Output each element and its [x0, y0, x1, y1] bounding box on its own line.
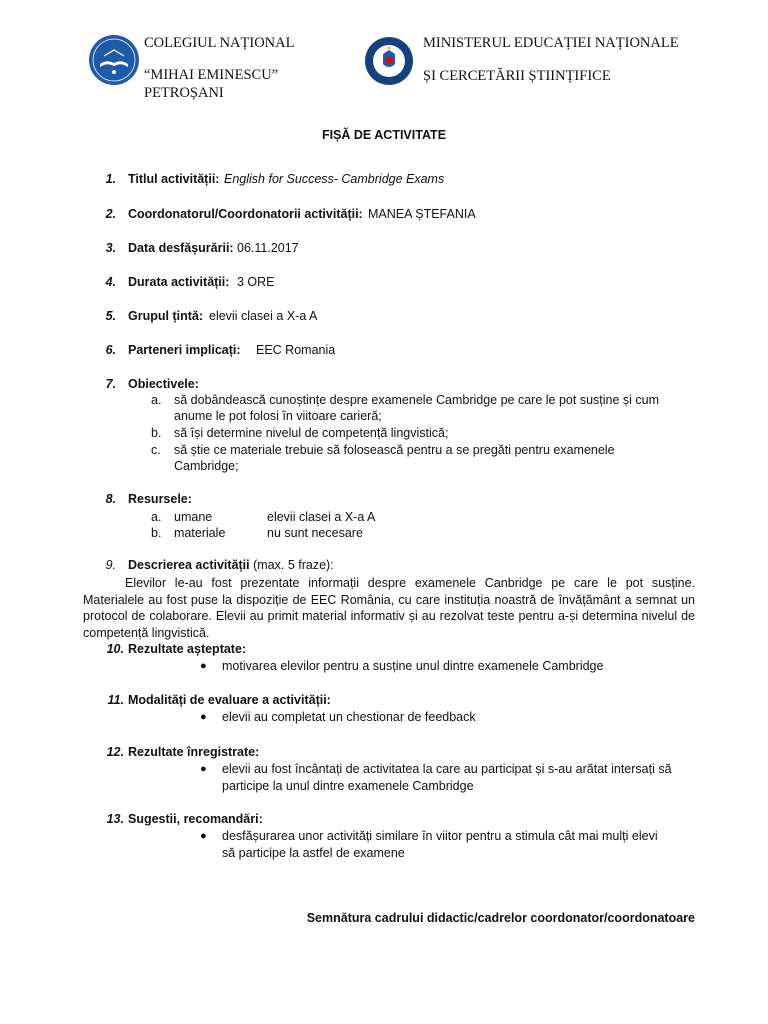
section-11-bullet-icon: ● — [200, 711, 207, 723]
section-7-number: 7. — [105, 377, 116, 391]
section-2-value: MANEA ȘTEFANIA — [368, 207, 476, 221]
section-1-label: Titlul activității: — [128, 172, 220, 186]
objective-c-line2: Cambridge; — [174, 459, 239, 473]
section-1-value: English for Success- Cambridge Exams — [224, 172, 445, 186]
section-9-note: (max. 5 fraze): — [253, 558, 334, 572]
resource-b-name: materiale — [174, 526, 226, 540]
college-name-line1: COLEGIUL NAȚIONAL — [144, 35, 295, 51]
section-9-label: Descrierea activității — [128, 558, 250, 572]
section-7-label: Obiectivele: — [128, 377, 199, 391]
resource-a-name: umane — [174, 510, 213, 524]
section-12-bullet-icon: ● — [200, 763, 207, 775]
section-6-number: 6. — [105, 343, 116, 357]
section-1-number: 1. — [105, 172, 116, 186]
section-3-value: 06.11.2017 — [237, 241, 299, 255]
college-name-line2: “MIHAI EMINESCU” — [144, 67, 279, 83]
section-11-bullet-text: elevii au completat un chestionar de feedback — [222, 710, 476, 724]
section-3-number: 3. — [105, 241, 116, 255]
college-name-line3: PETROȘANI — [144, 85, 224, 101]
section-9-label-wrap — [128, 558, 334, 572]
section-6-value: EEC Romania — [256, 343, 336, 357]
section-13-bullet-icon: ● — [200, 830, 207, 842]
section-11-label: Modalități de evaluare a activității: — [128, 693, 331, 707]
section-12-bullet-line1: elevii au fost încântați de activitatea la care au participat și s-au arătat intersați să — [222, 762, 672, 776]
section-2-label: Coordonatorul/Coordonatorii activității: — [128, 207, 363, 221]
section-9-number: 9. — [105, 558, 116, 572]
objective-c-line1: să știe ce materiale trebuie să folosească pentru a se pregăti pentru examenele — [174, 443, 615, 457]
signature-line: Semnătura cadrului didactic/cadrelor coordonator/coordonatoare — [306, 911, 695, 925]
college-seal — [88, 34, 140, 86]
resource-b-value: nu sunt necesare — [267, 526, 363, 540]
section-11-number: 11. — [107, 693, 124, 707]
resource-a-letter: a. — [151, 510, 162, 524]
section-13-number: 13. — [106, 812, 124, 826]
section-5-label: Grupul țintă: — [128, 309, 203, 323]
objective-b-line1: să își determine nivelul de competență lingvistică; — [174, 426, 449, 440]
section-10-label: Rezultate așteptate: — [128, 642, 247, 656]
section-6-label: Parteneri implicați: — [128, 343, 241, 357]
objective-b-letter: b. — [151, 426, 162, 440]
section-13-label: Sugestii, recomandări: — [128, 812, 263, 826]
section-2-number: 2. — [105, 207, 116, 221]
section-10-bullet-icon: ● — [200, 660, 207, 672]
ministry-name-line1: MINISTERUL EDUCAȚIEI NAȚIONALE — [423, 35, 679, 51]
section-10-bullet-text: motivarea elevilor pentru a susține unul dintre examenele Cambridge — [222, 659, 604, 673]
section-5-number: 5. — [105, 309, 116, 323]
page-title: FIȘĂ DE ACTIVITATE — [321, 128, 447, 142]
section-12-bullet-line2: participe la unul dintre examenele Cambridge — [222, 779, 474, 793]
section-9-paragraph — [83, 575, 695, 641]
government-seal — [364, 36, 414, 86]
section-5-value: elevii clasei a X-a A — [209, 309, 318, 323]
section-8-label: Resursele: — [128, 492, 192, 506]
resource-b-letter: b. — [151, 526, 162, 540]
section-3-label: Data desfășurării: — [128, 241, 234, 255]
section-12-label: Rezultate înregistrate: — [128, 745, 260, 759]
section-13-bullet-line1: desfășurarea unor activități similare în viitor pentru a stimula cât mai mulți elevi — [222, 829, 658, 843]
objective-c-letter: c. — [151, 443, 161, 457]
section-13-bullet-line2: să participe la astfel de examene — [222, 846, 405, 860]
section-4-label: Durata activității: — [128, 275, 230, 289]
objective-a-letter: a. — [151, 393, 162, 407]
section-10-number: 10. — [106, 642, 124, 656]
section-4-value: 3 ORE — [237, 275, 275, 289]
section-9-paragraph-text: Elevilor le-au fost prezentate informații despre examenele Canbridge pe care le pot susține. Materialele au fost puse la dispoziție de EEC România, cu care instituția noastră de învățământ a semnat un protocol de colaborare. Elevii au primit material informativ și au rezolvat teste pentru a-și determina nivelul de competență lingvistică. — [83, 576, 695, 640]
section-8-number: 8. — [105, 492, 116, 506]
college-seal-icon — [88, 34, 140, 86]
section-12-number: 12. — [106, 745, 124, 759]
government-seal-icon — [364, 36, 414, 86]
ministry-name-line2: ȘI CERCETĂRII ȘTIINȚIFICE — [423, 68, 611, 84]
objective-a-line2: anume le pot folosi în viitoare carieră; — [174, 409, 382, 423]
objective-a-line1: să dobândească cunoștințe despre examenele Cambridge pe care le pot susține și cum — [174, 393, 660, 407]
resource-a-value: elevii clasei a X-a A — [267, 510, 376, 524]
section-4-number: 4. — [105, 275, 116, 289]
